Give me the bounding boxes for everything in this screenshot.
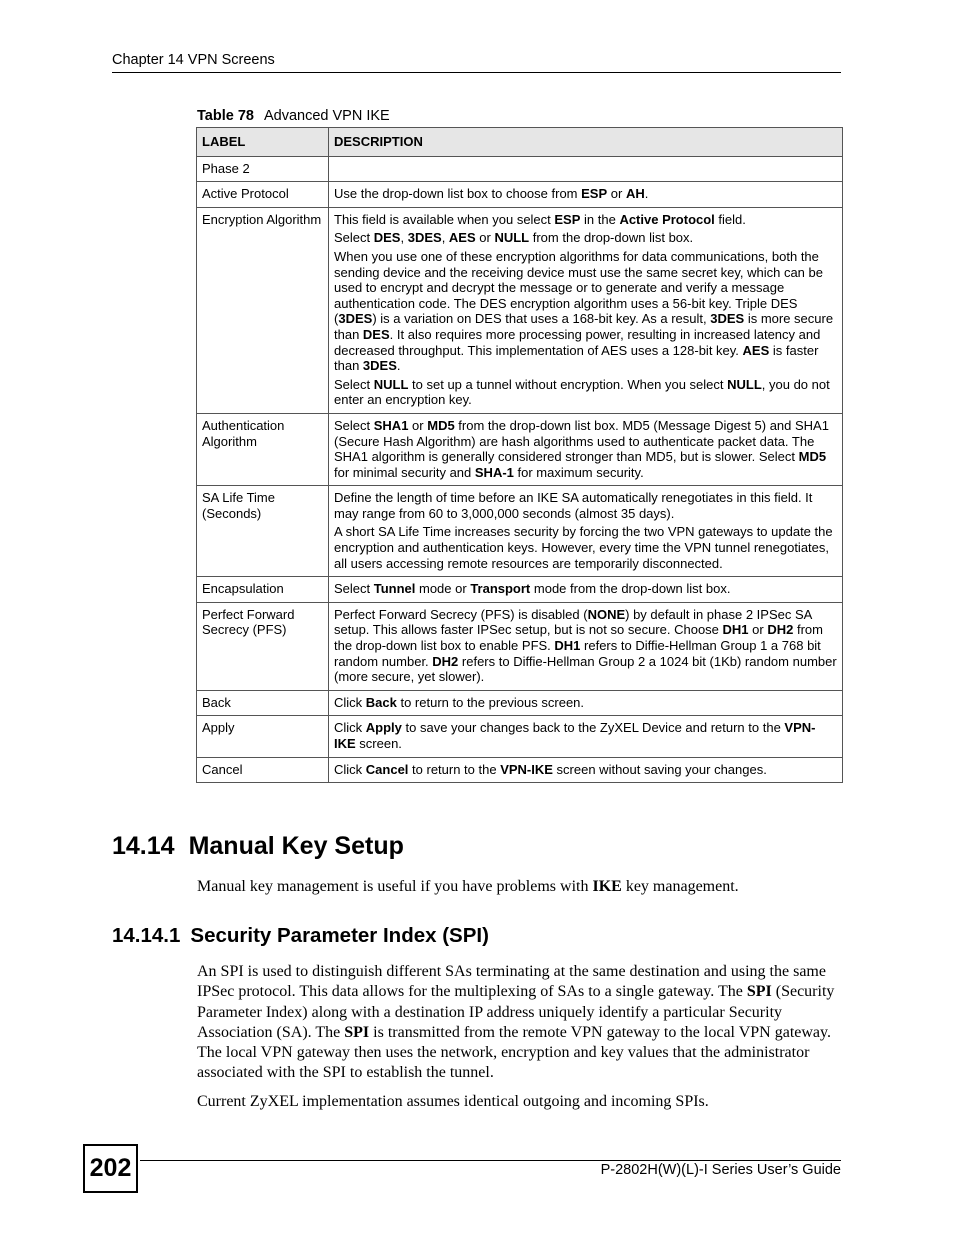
subsection-heading: [112, 924, 489, 948]
section-title: Manual Key Setup: [188, 832, 404, 860]
row-label: Phase 2: [197, 156, 329, 182]
row-description: This field is available when you select ESP in the Active Protocol field. Select DES, 3DES, AES or NULL from the drop-down list box. When you use one of these encryption algorithms for data communications, both the sending device and the receiving device must use the same secret key, which can be used to encrypt and decrypt the message or to generate and verify a message authentication code. The DES encryption algorithm uses a 56-bit key. Triple DES (3DES) is a variation on DES that uses a 168-bit key. As a result, 3DES is more secure than DES. It also requires more processing power, resulting in increased latency and decreased throughput. This implementation of AES uses a 128-bit key. AES is faster than 3DES. Select NULL to set up a tunnel without encryption. When you select NULL, you do not enter an encryption key.: [329, 207, 843, 413]
section-heading: [112, 832, 404, 861]
column-header-description: DESCRIPTION: [329, 128, 843, 157]
table-title: Advanced VPN IKE: [263, 108, 390, 124]
row-label: Cancel: [197, 757, 329, 783]
row-label: Back: [197, 690, 329, 716]
row-description: Select SHA1 or MD5 from the drop-down list box. MD5 (Message Digest 5) and SHA1 (Secure Hash Algorithm) are hash algorithms used to authenticate packet data. The SHA1 algorithm is generally considered stronger than MD5, but is slower. Select MD5 for minimal security and SHA-1 for maximum security.: [329, 413, 843, 485]
subsection-title: Security Parameter Index (SPI): [190, 924, 489, 947]
row-description: Click Cancel to return to the VPN-IKE screen without saving your changes.: [329, 757, 843, 783]
table-row-sa-life-time: [197, 486, 843, 577]
row-description: Use the drop-down list box to choose from ESP or AH.: [329, 182, 843, 208]
advanced-vpn-ike-table: [196, 127, 843, 783]
guide-title: P-2802H(W)(L)-I Series User’s Guide: [600, 1162, 841, 1178]
spi-paragraph: An SPI is used to distinguish different SAs terminating at the same destination and using the same IPSec protocol. This data allows for the multiplexing of SAs to a single gateway. The SPI (Security Parameter Index) along with a destination IP address uniquely identify a particular Security Association (SA). The SPI is transmitted from the remote VPN gateway to the local VPN gateway. The local VPN gateway then uses the network, encryption and key values that the administrator associated with the SPI to establish the tunnel.: [197, 963, 835, 1082]
row-label: Authentication Algorithm: [197, 413, 329, 485]
row-label: Encapsulation: [197, 577, 329, 603]
spi-implementation-paragraph: Current ZyXEL implementation assumes identical outgoing and incoming SPIs.: [197, 1093, 709, 1110]
page-number: 202: [83, 1144, 138, 1193]
table-row-phase2: [197, 156, 843, 182]
row-description: Click Apply to save your changes back to the ZyXEL Device and return to the VPN-IKE screen.: [329, 716, 843, 757]
table-row-apply: [197, 716, 843, 757]
section-intro-paragraph: Manual key management is useful if you have problems with IKE key management.: [197, 878, 739, 895]
row-description: Perfect Forward Secrecy (PFS) is disabled (NONE) by default in phase 2 IPSec SA setup. This allows faster IPSec setup, but is not so secure. Choose DH1 or DH2 from the drop-down list box to enable PFS. DH1 refers to Diffie-Hellman Group 1 a 768 bit random number. DH2 refers to Diffie-Hellman Group 2 a 1024 bit (1Kb) random number (more secure, yet slower).: [329, 602, 843, 690]
row-label: Apply: [197, 716, 329, 757]
column-header-label: LABEL: [197, 128, 329, 157]
row-description: [329, 156, 843, 182]
row-description: Select Tunnel mode or Transport mode from the drop-down list box.: [329, 577, 843, 603]
running-header: Chapter 14 VPN Screens: [112, 52, 275, 68]
section-number: 14.14: [112, 832, 175, 860]
table-row-pfs: [197, 602, 843, 690]
row-description: Define the length of time before an IKE SA automatically renegotiates in this field. It may range from 60 to 3,000,000 seconds (almost 35 days). A short SA Life Time increases security by forcing the two VPN gateways to update the encryption and authentication keys. However, every time the VPN tunnel renegotiates, all users accessing remote resources are temporarily disconnected.: [329, 486, 843, 577]
subsection-number: 14.14.1: [112, 924, 181, 947]
header-rule: [112, 72, 841, 73]
table-row-cancel: [197, 757, 843, 783]
row-label: Encryption Algorithm: [197, 207, 329, 413]
row-description: Click Back to return to the previous screen.: [329, 690, 843, 716]
table-row-authentication-algorithm: [197, 413, 843, 485]
table-row-active-protocol: [197, 182, 843, 208]
row-label: Perfect Forward Secrecy (PFS): [197, 602, 329, 690]
table-header-row: [197, 128, 843, 157]
table-number: Table 78: [197, 108, 254, 124]
table-caption: [197, 108, 390, 124]
table-row-encapsulation: [197, 577, 843, 603]
table-row-back: [197, 690, 843, 716]
table-row-encryption-algorithm: [197, 207, 843, 413]
row-label: Active Protocol: [197, 182, 329, 208]
footer-rule: [140, 1160, 841, 1161]
row-label: SA Life Time (Seconds): [197, 486, 329, 577]
